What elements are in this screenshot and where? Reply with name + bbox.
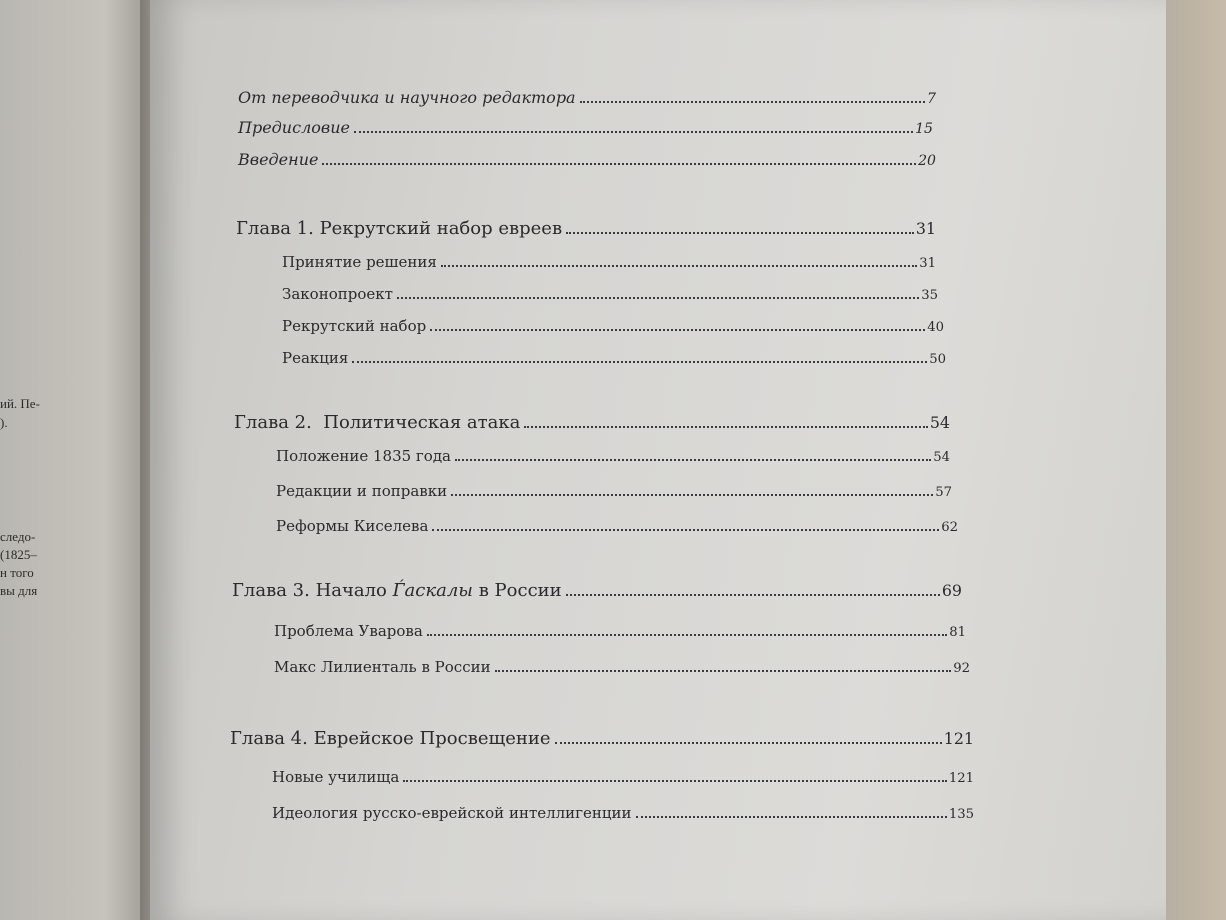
toc-section-page: 31 [919, 256, 936, 271]
toc-section-page: 62 [941, 520, 958, 535]
toc-section-page: 57 [935, 485, 952, 500]
toc-entry-title: От переводчика и научного редактора [238, 88, 576, 107]
toc-entry-page: 15 [915, 121, 933, 137]
toc-section-title: Реакция [282, 349, 349, 367]
toc-section-title: Рекрутский набор [282, 317, 427, 335]
toc-section-title: Принятие решения [282, 253, 437, 271]
toc-entry-title: Предисловие [238, 118, 350, 137]
toc-entry-title: Введение [238, 150, 319, 169]
toc-section-title: Положение 1835 года [276, 447, 451, 465]
left-page-line: вы для [0, 583, 38, 598]
left-page-line: следо- [0, 529, 36, 544]
toc-entry-front[interactable] [238, 88, 936, 107]
toc-section[interactable] [274, 658, 970, 676]
toc-entry-page: 20 [918, 153, 936, 169]
leader-dots [566, 231, 914, 234]
leader-dots [524, 425, 928, 428]
toc-section[interactable] [272, 804, 974, 822]
title-suffix: в России [472, 580, 562, 601]
leader-dots [566, 593, 940, 596]
leader-dots [636, 815, 947, 818]
left-page-line: ). [0, 415, 8, 430]
toc-entry-front[interactable] [238, 150, 936, 169]
toc-section[interactable] [282, 349, 946, 367]
toc-section[interactable] [282, 253, 936, 271]
leader-dots [430, 328, 925, 331]
leader-dots [555, 741, 942, 744]
toc-section-page: 121 [948, 771, 974, 786]
toc-chapter-page: 54 [929, 413, 950, 432]
toc-entry-page: 7 [927, 91, 936, 107]
title-prefix: Глава 3. Начало [232, 580, 393, 601]
toc-section-page: 81 [949, 625, 966, 640]
toc-section[interactable] [274, 622, 966, 640]
toc-chapter-page: 31 [915, 219, 936, 238]
toc-section[interactable] [276, 517, 958, 535]
leader-dots [455, 458, 931, 461]
leader-dots [397, 296, 919, 299]
toc-section-title: Проблема Уварова [274, 622, 423, 640]
toc-chapter-title: Глава 2. Политическая атака [234, 412, 521, 433]
toc-section[interactable] [282, 317, 944, 335]
toc-section-page: 50 [929, 352, 946, 367]
toc-chapter-page: 121 [943, 729, 974, 748]
leader-dots [495, 669, 952, 672]
leader-dots [580, 100, 925, 103]
toc-section-page: 135 [948, 807, 974, 822]
toc-section-title: Редакции и поправки [276, 482, 448, 500]
toc-section[interactable] [272, 768, 974, 786]
toc-section-title: Законопроект [282, 285, 393, 303]
toc-chapter-page: 69 [941, 581, 962, 600]
toc-chapter-3[interactable] [232, 580, 962, 601]
toc-section-title: Макс Лилиенталь в России [274, 658, 491, 676]
leader-dots [354, 130, 913, 133]
toc-entry-front[interactable] [238, 118, 933, 137]
toc-section-page: 35 [921, 288, 938, 303]
toc-section-page: 92 [953, 661, 970, 676]
toc-section-title: Реформы Киселева [276, 517, 429, 535]
toc-chapter-1[interactable] [236, 218, 936, 239]
leader-dots [427, 633, 947, 636]
leader-dots [322, 162, 916, 165]
leader-dots [403, 779, 947, 782]
toc-chapter-title: Глава 1. Рекрутский набор евреев [236, 218, 563, 239]
toc-section-page: 54 [933, 450, 950, 465]
toc-section-title: Идеология русско-еврейской интеллигенции [272, 804, 632, 822]
toc-chapter-2[interactable] [234, 412, 950, 433]
title-emphasis: Ѓаскалы [392, 580, 473, 601]
left-page-line: ий. Пе- [0, 396, 40, 411]
left-page-line: н того [0, 565, 34, 580]
leader-dots [441, 264, 917, 267]
toc-chapter-4[interactable] [230, 728, 974, 749]
leader-dots [352, 360, 927, 363]
left-page-line: (1825– [0, 547, 37, 562]
toc-section[interactable] [282, 285, 938, 303]
leader-dots [451, 493, 933, 496]
toc-chapter-title: Глава 4. Еврейское Просвещение [230, 728, 551, 749]
toc-section-title: Новые училища [272, 768, 400, 786]
toc-section-page: 40 [927, 320, 944, 335]
leader-dots [432, 528, 939, 531]
toc-section[interactable] [276, 447, 950, 465]
toc-section[interactable] [276, 482, 952, 500]
toc-chapter-title [232, 580, 566, 601]
